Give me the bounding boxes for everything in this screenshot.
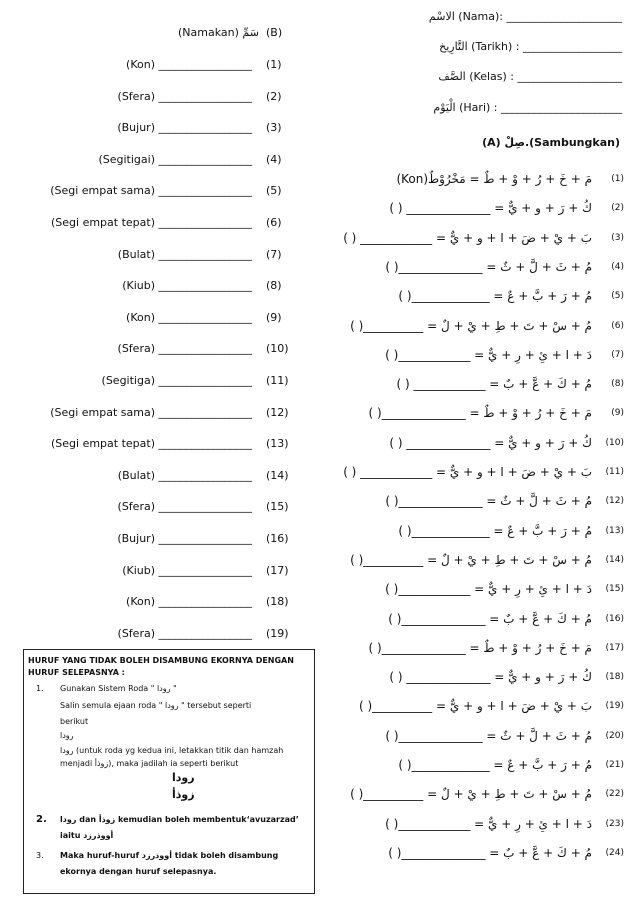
sambungkan-item-number: (4) [611,261,624,272]
sambungkan-equation[interactable]: بَ + يْ + ضَ + ا + و + يٌّ = __________( ) [359,699,592,714]
namakan-answer-field[interactable]: (Segi empat tepat) _________________ [51,216,252,229]
sambungkan-item-number: (13) [605,525,624,536]
namakan-answer-field[interactable]: (Kon) _________________ [126,595,252,609]
note-2-number: 2. [36,814,47,825]
sambungkan-equation[interactable]: مَ + خَ + رُ + وْ + طٌ = ______________( ) [368,406,592,421]
namakan-item-number: (6) [266,216,282,229]
namakan-item-number: (8) [266,279,282,293]
sambungkan-item-number: (8) [611,379,624,390]
namakan-item-number: (12) [266,405,289,419]
note-1-number: 1. [36,684,44,693]
sambungkan-item-number: (19) [605,701,624,712]
sambungkan-item-number: (22) [605,789,624,800]
sambungkan-item-number: (18) [605,672,624,683]
namakan-answer-field[interactable]: (Sfera) _________________ [117,89,252,103]
sambungkan-item-number: (17) [605,642,624,653]
namakan-item-number: (19) [266,626,289,640]
note-3-line-b: ekornya dengan huruf selepasnya. [60,867,217,876]
namakan-answer-field[interactable]: (Segitigai) _________________ [98,152,252,166]
namakan-item-number: (9) [266,310,282,324]
namakan-answer-field[interactable]: (Sfera) _________________ [117,626,252,640]
sambungkan-equation[interactable]: مُ + رَ + بَّ + عٌ = _____________( ) [398,758,592,772]
sambungkan-item-number: (6) [611,320,624,331]
note-1-line-e: رودا (untuk roda yg kedua ini, letakkan titik dan hamzah [60,746,284,755]
namakan-item-number: (5) [266,184,282,198]
sambungkan-item-number: (15) [605,584,624,595]
section-b-title: (Namakan) سَمِّ [178,26,259,39]
sambungkan-equation[interactable]: دَ + ا + ئِ + رِ + يٌّ = ____________( ) [385,347,592,362]
sambungkan-equation[interactable]: مَ + خَ + رُ + وْ + طٌ = ______________( ) [368,640,592,655]
sambungkan-equation[interactable]: دَ + ا + ئِ + رِ + يٌّ = ____________( ) [385,582,592,597]
note-1-line-d: رودا [60,731,74,740]
namakan-item-number: (18) [266,595,289,609]
namakan-answer-field[interactable]: (Sfera) _________________ [117,500,252,514]
sambungkan-item-number: (23) [605,818,624,829]
sambungkan-equation[interactable]: دَ + ا + ئِ + رِ + يٌّ = ____________( ) [385,816,592,831]
namakan-item-number: (16) [266,532,289,545]
namakan-answer-field[interactable]: (Kiub) _________________ [122,563,252,577]
namakan-answer-field[interactable]: (Segi empat sama) _________________ [50,405,252,419]
sambungkan-item-number: (21) [605,760,624,770]
sambungkan-item-number: (16) [605,613,624,624]
note-1-line-a: Gunakan Sistem Roda " رودا " [60,684,177,693]
namakan-answer-field[interactable]: (Kon) _________________ [126,58,252,71]
sambungkan-item-number: (5) [611,291,624,302]
namakan-item-number: (2) [266,89,282,103]
sambungkan-equation[interactable]: مُ + رَ + بَّ + عٌ = _____________( ) [398,289,592,304]
sambungkan-item-number: (11) [605,467,624,477]
namakan-answer-field[interactable]: (Segi empat tepat) _________________ [51,437,252,451]
namakan-answer-field[interactable]: (Kiub) _________________ [122,279,252,293]
sambungkan-equation[interactable]: مُ + سْ + تَ + طِ + يْ + لٌ = __________( ) [350,787,592,802]
namakan-item-number: (4) [266,152,282,166]
sambungkan-equation[interactable]: مُ + كَ + عَّ + بٌ = ____________ ( ) [396,377,592,392]
note-2-line-a: رودا dan زوذأ kemudian boleh membentuk‘avuzarzad’ [60,815,299,824]
note-1-line-h: زوذأ [172,788,195,801]
section-a-title: (Sambungkan).صِلْ (A) [482,136,620,149]
sambungkan-equation[interactable]: مُ + كَ + عَّ + بٌ = ______________( ) [388,845,592,860]
note-1-line-c: berikut [60,717,89,726]
sambungkan-equation[interactable]: مُ + ثَ + لَّ + ثٌ = ______________( ) [385,728,592,743]
namakan-item-number: (10) [266,342,289,356]
namakan-answer-field[interactable]: (Bulat) _________________ [117,247,252,261]
sambungkan-equation[interactable]: مَ + خَ + رُ + وْ + طٌ = مَخْرُوْطٌ(Kon) [396,172,592,186]
notes-box [23,649,315,894]
note-3-number: 3. [36,851,44,860]
sambungkan-equation[interactable]: مُ + رَ + بَّ + عٌ = _____________( ) [398,523,592,538]
namakan-answer-field[interactable]: (Sfera) _________________ [117,342,252,356]
note-1-line-b: Salin semula ejaan roda " رودا " tersebut seperti [60,701,252,710]
namakan-item-number: (3) [266,121,282,135]
name-field[interactable]: _____________________ :(Nama) الاسْم [428,10,622,23]
sambungkan-equation[interactable]: مُ + كَ + عَّ + بٌ = ______________( ) [388,611,592,626]
note-3-line-a: Maka huruf-huruf أووذرزد tidak boleh disambung [60,851,279,860]
sambungkan-equation[interactable]: مُ + سْ + تَ + طِ + يْ + لٌ = __________( ) [350,318,592,333]
sambungkan-item-number: (10) [605,437,624,448]
day-field[interactable]: ______________________ : (Hari) الْيَوْم [433,101,622,114]
notes-heading-2: HURUF SELEPASNYA : [28,668,125,677]
namakan-item-number: (17) [266,563,289,577]
namakan-item-number: (11) [266,374,289,387]
sambungkan-equation[interactable]: مُ + سْ + تَ + طِ + يْ + لٌ = __________( ) [350,552,592,567]
sambungkan-item-number: (2) [611,203,624,214]
namakan-answer-field[interactable]: (Segi empat sama) _________________ [50,184,252,198]
class-field[interactable]: ___________________ : (Kelas) الصَّف [438,70,622,83]
sambungkan-item-number: (7) [611,349,624,360]
namakan-item-number: (13) [266,437,289,451]
namakan-answer-field[interactable]: (Bulat) _________________ [117,468,252,482]
namakan-item-number: (14) [266,468,289,482]
namakan-item-number: (15) [266,500,289,514]
sambungkan-item-number: (20) [605,730,624,741]
namakan-item-number: (7) [266,247,282,261]
sambungkan-item-number: (24) [605,847,624,858]
section-b-letter: (B) [266,26,283,39]
sambungkan-item-number: (1) [611,174,624,184]
note-1-line-g: رودا [172,771,195,784]
sambungkan-equation[interactable]: بَ + يْ + ضَ + ا + و + يٌّ = ____________ ( ) [343,465,592,479]
sambungkan-item-number: (9) [611,408,624,419]
namakan-answer-field[interactable]: (Segitiga) _________________ [101,374,252,387]
sambungkan-item-number: (12) [605,496,624,507]
sambungkan-item-number: (14) [605,554,624,565]
sambungkan-equation[interactable]: مُ + ثَ + لَّ + ثٌ = ______________( ) [385,259,592,274]
namakan-answer-field[interactable]: (Bujur) _________________ [117,121,252,135]
notes-heading-1: HURUF YANG TIDAK BOLEH DISAMBUNG EKORNYA DENGAN [28,656,294,665]
namakan-item-number: (1) [266,58,282,71]
namakan-answer-field[interactable]: (Kon) _________________ [126,310,252,324]
note-1-line-f: menjadi زوذأ), maka jadilah ia seperti berikut [60,759,239,768]
sambungkan-equation[interactable]: كُ + رَ + و + يٌّ = ______________ ( ) [389,670,592,685]
sambungkan-equation[interactable]: مُ + ثَ + لَّ + ثٌ = ______________( ) [385,494,592,509]
note-2-line-b: iaitu أووذرزد [60,831,114,840]
sambungkan-equation[interactable]: كُ + رَ + و + يٌّ = ______________ ( ) [389,201,592,216]
namakan-answer-field[interactable]: (Bujur) _________________ [117,532,252,545]
sambungkan-equation[interactable]: كُ + رَ + و + يٌّ = ______________ ( ) [389,435,592,450]
sambungkan-equation[interactable]: بَ + يْ + ضَ + ا + و + يٌّ = ____________ ( ) [343,230,592,245]
date-field[interactable]: __________________ : (Tarikh) التَّارِيخ [439,40,622,53]
sambungkan-item-number: (3) [611,232,624,243]
